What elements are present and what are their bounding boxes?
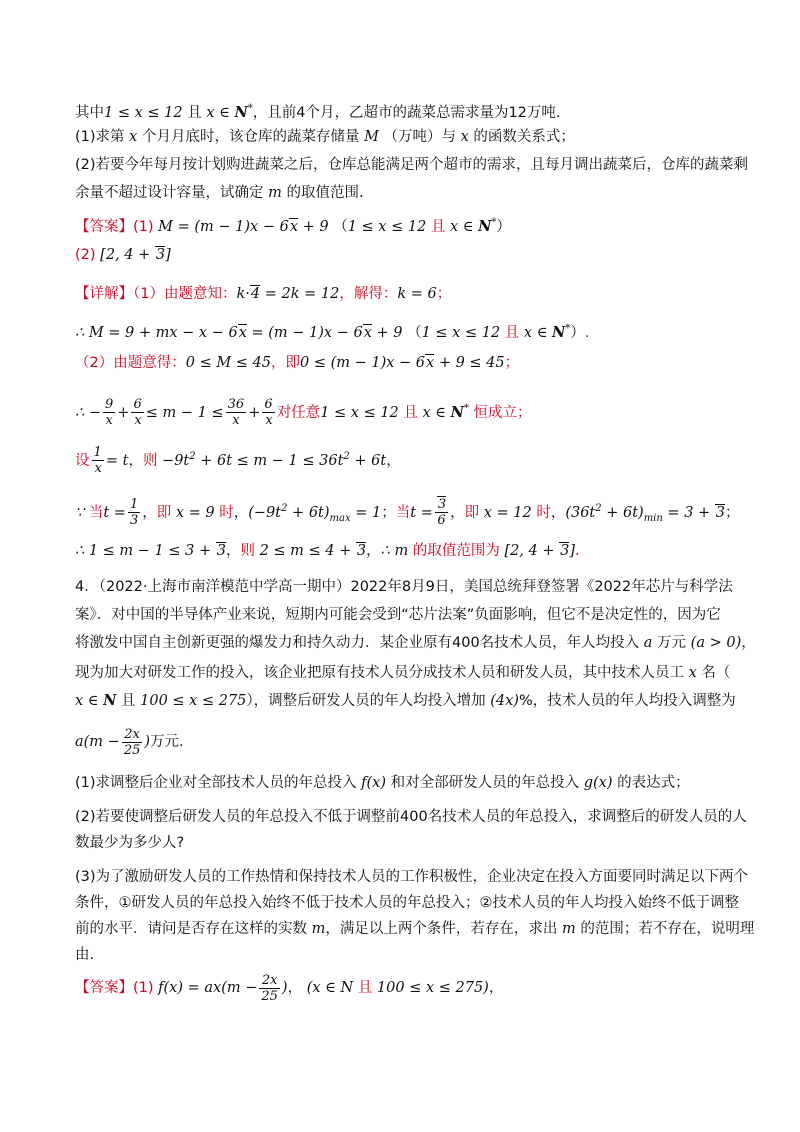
question-2-line-1: (2)若要今年每月按计划购进蔬菜之后，仓库总能满足两个超市的需求，且每月调出蔬菜后，仓库的蔬菜剩 <box>75 157 749 173</box>
problem-4-line-3: 将激发中国自主创新更强的爆发力和持久动力．某企业原有400名技术人员，年人均投入 a 万元 (a > 0)， <box>75 635 756 651</box>
solution-6: ∵ 当t = $\frac{1}{3}$ ，即 x = 9 时，$(-9t^2 + 6t)_{max} = 1$；当t = $\frac{3}{6}$ ，即 x = 12 时，$(36t^2 + 6t)_{min} = 3 + 3$； <box>75 497 740 529</box>
solution-4: ∴ − $\frac{9}{x}$ + $\frac{6}{x}$ ≤ m − 1 ≤ $\frac{36}{x}$ + $\frac{6}{x}$ 对任意1 ≤ x ≤ 12 且 x ∈ N* 恒成立； <box>75 397 532 429</box>
problem-4-q2-line-1: (2)若要使调整后研发人员的年总投入不低于调整前400名技术人员的年总投入，求调整后的研发人员的人 <box>75 809 747 825</box>
text-line-1: 其中1 ≤ x ≤ 12 且 x ∈ N*，且前4个月，乙超市的蔬菜总需求量为12万吨. <box>75 103 561 121</box>
answer-1: 【答案】(1) M = (m − 1)x − 6x + 9 （1 ≤ x ≤ 12 且 x ∈ N*） <box>75 217 511 235</box>
problem-4-q2-line-2: 数最少为多少人? <box>75 835 185 851</box>
problem-4-q3-line-4: 由. <box>75 947 95 963</box>
answer-2: (2) [2, 4 + 3] <box>75 247 171 263</box>
problem-4-line-5: x ∈ N 且 100 ≤ x ≤ 275），调整后研发人员的年人均投入增加 (4x)%，技术人员的年人均投入调整为 <box>75 692 736 709</box>
question-1: (1)求第 x 个月月底时，该仓库的蔬菜存储量 M （万吨）与 x 的函数关系式； <box>75 129 575 145</box>
problem-4-q3-line-3: 前的水平．请问是否存在这样的实数 m，满足以上两个条件，若存在，求出 m 的范围；若不存在，说明理 <box>75 921 755 937</box>
problem-4-answer: 【答案】(1) f(x) = ax(m − $\frac{2x}{25}$ )， (x ∈ N 且 100 ≤ x ≤ 275)， <box>75 972 504 1004</box>
problem-4-line-4: 现为加大对研发工作的投入，该企业把原有技术人员分成技术人员和研发人员，其中技术人员工 x 名（ <box>75 665 731 681</box>
problem-4-line-2: 案》．对中国的半导体产业来说，短期内可能会受到“芯片法案”负面影响，但它不是决定性的，因为它 <box>75 607 721 623</box>
solution-3: （2）由题意得：0 ≤ M ≤ 45，即0 ≤ (m − 1)x − 6x + 9 ≤ 45； <box>75 355 520 371</box>
problem-4-q3-line-1: (3)为了激励研发人员的工作热情和保持技术人员的工作积极性，企业决定在投入方面要同时满足以下两个 <box>75 869 749 885</box>
solution-1: 【详解】（1）由题意知：k·4 = 2k = 12，解得：k = 6； <box>75 286 452 302</box>
solution-5: 设 $\frac{1}{x}$ = t，则 $-9t^2 + 6t \le m - 1 \le 36t^2 + 6t$， <box>75 445 401 477</box>
problem-4-q3-line-2: 条件，①研发人员的年总投入始终不低于技术人员的年总投入；②技术人员的年人均投入始终不低于调整 <box>75 895 739 911</box>
problem-4-line-1: 4．（2022·上海市南洋模范中学高一期中）2022年8月9日，美国总统拜登签署《2022年芯片与科学法 <box>75 579 733 595</box>
problem-4-q1: (1)求调整后企业对全部技术人员的年总投入 f(x) 和对全部研发人员的年总投入 g(x) 的表达式； <box>75 775 690 791</box>
solution-7: ∴ 1 ≤ m − 1 ≤ 3 + 3，则 2 ≤ m ≤ 4 + 3，∴ m 的取值范围为 [2, 4 + 3]. <box>75 543 580 559</box>
solution-2: ∴ M = 9 + mx − x − 6x = (m − 1)x − 6x + 9 （1 ≤ x ≤ 12 且 x ∈ N*）. <box>75 323 590 341</box>
problem-4-line-6: a(m − $\frac{2x}{25}$ )万元. <box>75 726 184 758</box>
question-2-line-2: 余量不超过设计容量，试确定 m 的取值范围. <box>75 185 364 201</box>
